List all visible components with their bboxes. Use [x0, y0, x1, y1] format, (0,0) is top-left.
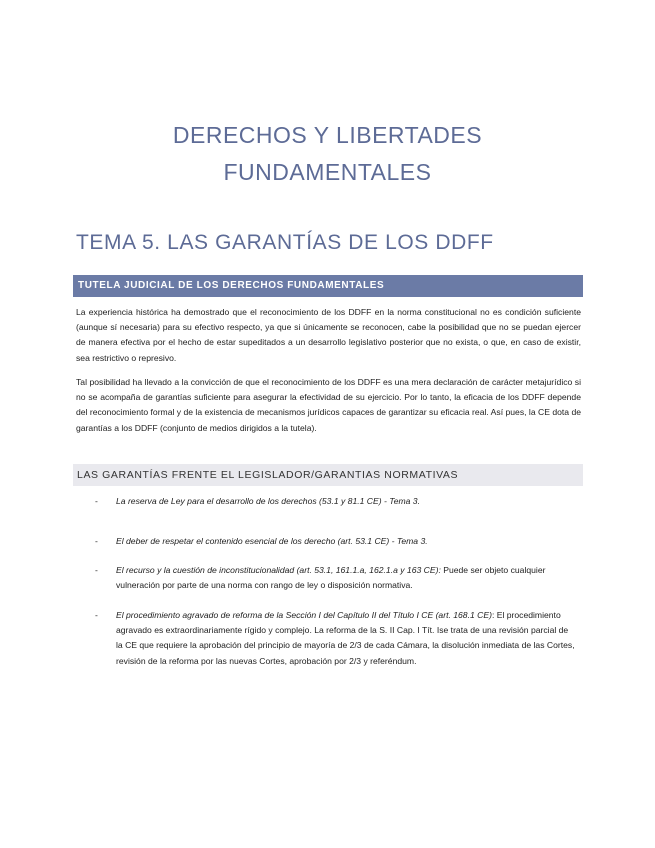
paragraph-1: La experiencia histórica ha demostrado que el reconocimiento de los DDFF en la norma constitucional no es condición suficiente (aunque sí necesaria) para su efectivo respecto, ya que si únicamente se reconocen, cabe la posibilidad que no se puedan ejercer de manera efectiva por el hecho de estar supeditados a un desarrollo legislativo posterior que no exista, o que, en caso de existir, sea restrictivo o represivo.	[76, 307, 581, 363]
subsection-heading: LAS GARANTÍAS FRENTE EL LEGISLADOR/GARANTIAS NORMATIVAS	[73, 464, 583, 486]
list-item-content	[116, 534, 575, 549]
list-item-reference: El procedimiento agravado de reforma de la Sección I del Capítulo II del Título I CE (art. 168.1 CE)	[116, 610, 492, 620]
bullet-dash: -	[95, 496, 98, 506]
list-item	[95, 608, 575, 669]
section-heading: TUTELA JUDICIAL DE LOS DERECHOS FUNDAMENTALES	[73, 275, 583, 297]
document-title-line-2: FUNDAMENTALES	[223, 159, 432, 185]
list-item-text: : El procedimiento agravado es extraordinariamente rígido y complejo. La reforma de la S. II Cap. I Tít. Ise trata de una revisión parcial de la CE que requiere la aprobación del principio de mayoría de 2/3 de cada Cámara, la disolución inmediata de las Cortes, revisión de la reforma por las nuevas Cortes, aprobación por 2/3 y referéndum.	[116, 610, 575, 666]
tema-heading: TEMA 5. LAS GARANTÍAS DE LOS DDFF	[76, 231, 494, 254]
list-item	[95, 534, 575, 549]
list-item-text: Puede ser objeto cualquier vulneración por parte de una norma con rango de ley o disposición normativa.	[116, 565, 546, 591]
list-item-content	[116, 563, 575, 593]
list-item-reference: El deber de respetar el contenido esencial de los derecho (art. 53.1 CE) - Tema 3.	[116, 536, 428, 546]
bullet-dash: -	[95, 536, 98, 546]
list-item	[95, 494, 575, 509]
document-title	[0, 117, 655, 191]
list-item	[95, 563, 575, 593]
list-item-reference: La reserva de Ley para el desarrollo de los derechos (53.1 y 81.1 CE) - Tema 3.	[116, 496, 420, 506]
paragraph-2: Tal posibilidad ha llevado a la convicción de que el reconocimiento de los DDFF es una mera declaración de carácter metajurídico si no se acompaña de garantías suficiente para asegurar la efectividad de su ejercicio. Por lo tanto, la eficacia de los DDFF depende del reconocimiento formal y de la existencia de mecanismos jurídicos capaces de garantizar su eficacia real. Así pues, la CE dota de garantías a los DDFF (conjunto de medios dirigidos a la tutela).	[76, 377, 581, 433]
list-item-content	[116, 608, 575, 669]
list-item-content	[116, 494, 575, 509]
list-item-reference: El recurso y la cuestión de inconstitucionalidad (art. 53.1, 161.1.a, 162.1.a y 163 CE):	[116, 565, 441, 575]
document-title-line-1: DERECHOS Y LIBERTADES	[172, 122, 483, 148]
bullet-dash: -	[95, 610, 98, 620]
bullet-dash: -	[95, 565, 98, 575]
